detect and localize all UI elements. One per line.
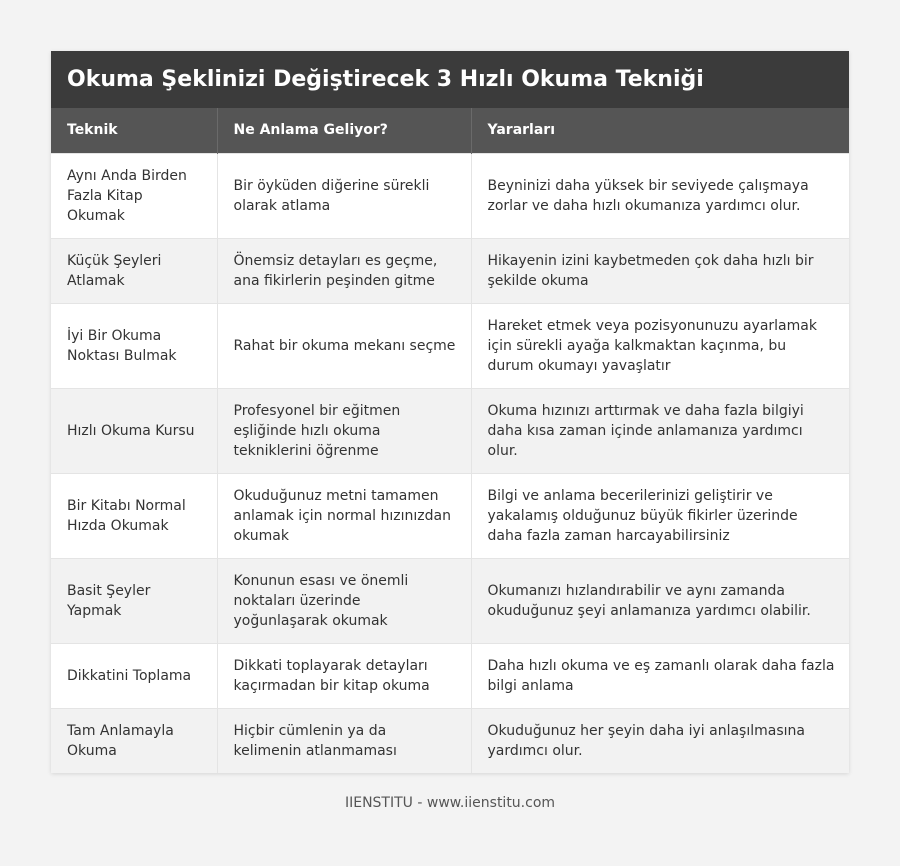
table-row <box>51 473 849 558</box>
benefits-cell: Okuma hızınızı arttırmak ve daha fazla bilgiyi daha kısa zaman içinde anlamanıza yardımcı olur. <box>471 388 849 473</box>
table-row <box>51 643 849 708</box>
meaning-cell: Dikkati toplayarak detayları kaçırmadan bir kitap okuma <box>217 643 471 708</box>
benefits-cell: Hareket etmek veya pozisyonunuzu ayarlamak için sürekli ayağa kalkmaktan kaçınma, bu durum okumayı yavaşlatır <box>471 303 849 388</box>
technique-cell: Bir Kitabı Normal Hızda Okumak <box>51 473 217 558</box>
table-row <box>51 708 849 773</box>
meaning-cell: Bir öyküden diğerine sürekli olarak atlama <box>217 153 471 238</box>
table-row <box>51 388 849 473</box>
technique-cell: Basit Şeyler Yapmak <box>51 558 217 643</box>
header-row <box>51 108 849 153</box>
benefits-cell: Bilgi ve anlama becerilerinizi geliştirir ve yakalamış olduğunuz büyük fikirler üzerinde daha fazla zaman harcayabilirsiniz <box>471 473 849 558</box>
techniques-table <box>51 108 849 773</box>
footer-credit: IIENSTITU - www.iienstitu.com <box>344 795 556 811</box>
technique-cell: Aynı Anda Birden Fazla Kitap Okumak <box>51 153 217 238</box>
benefits-cell: Hikayenin izini kaybetmeden çok daha hızlı bir şekilde okuma <box>471 238 849 303</box>
table-row <box>51 238 849 303</box>
table-row <box>51 153 849 238</box>
technique-cell: İyi Bir Okuma Noktası Bulmak <box>51 303 217 388</box>
technique-cell: Hızlı Okuma Kursu <box>51 388 217 473</box>
table-row <box>51 558 849 643</box>
technique-cell: Dikkatini Toplama <box>51 643 217 708</box>
column-header-meaning: Ne Anlama Geliyor? <box>217 108 471 153</box>
column-header-benefits: Yararları <box>471 108 849 153</box>
meaning-cell: Önemsiz detayları es geçme, ana fikirlerin peşinden gitme <box>217 238 471 303</box>
meaning-cell: Okuduğunuz metni tamamen anlamak için normal hızınızdan okumak <box>217 473 471 558</box>
meaning-cell: Rahat bir okuma mekanı seçme <box>217 303 471 388</box>
meaning-cell: Hiçbir cümlenin ya da kelimenin atlanmaması <box>217 708 471 773</box>
benefits-cell: Daha hızlı okuma ve eş zamanlı olarak daha fazla bilgi anlama <box>471 643 849 708</box>
technique-cell: Tam Anlamayla Okuma <box>51 708 217 773</box>
column-header-technique: Teknik <box>51 108 217 153</box>
meaning-cell: Konunun esası ve önemli noktaları üzerinde yoğunlaşarak okumak <box>217 558 471 643</box>
techniques-table-card <box>51 51 849 773</box>
meaning-cell: Profesyonel bir eğitmen eşliğinde hızlı okuma tekniklerini öğrenme <box>217 388 471 473</box>
benefits-cell: Beyninizi daha yüksek bir seviyede çalışmaya zorlar ve daha hızlı okumanıza yardımcı olur. <box>471 153 849 238</box>
technique-cell: Küçük Şeyleri Atlamak <box>51 238 217 303</box>
table-title: Okuma Şeklinizi Değiştirecek 3 Hızlı Okuma Tekniği <box>51 51 849 108</box>
benefits-cell: Okuduğunuz her şeyin daha iyi anlaşılmasına yardımcı olur. <box>471 708 849 773</box>
benefits-cell: Okumanızı hızlandırabilir ve aynı zamanda okuduğunuz şeyi anlamanıza yardımcı olabilir. <box>471 558 849 643</box>
table-row <box>51 303 849 388</box>
